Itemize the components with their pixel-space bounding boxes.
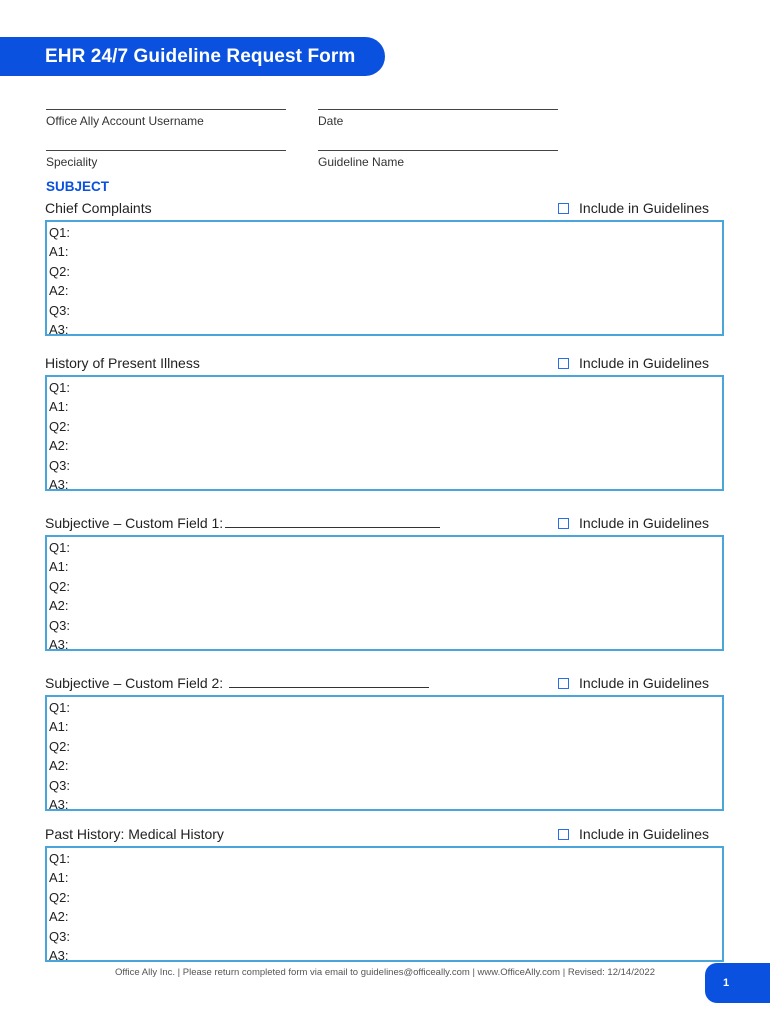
include-option[interactable] xyxy=(558,675,709,691)
section-header xyxy=(45,355,724,373)
qa-row-q2: Q2: xyxy=(49,418,70,434)
qa-row-q3: Q3: xyxy=(49,928,70,944)
include-label: Include in Guidelines xyxy=(579,675,709,691)
qa-row-a1: A1: xyxy=(49,399,69,415)
qa-row-a1: A1: xyxy=(49,870,69,886)
include-option[interactable] xyxy=(558,355,709,371)
qa-row-a2: A2: xyxy=(49,438,69,454)
custom-field-1-input[interactable] xyxy=(225,527,440,528)
speciality-field[interactable] xyxy=(46,150,286,169)
section-header xyxy=(45,675,724,693)
section-header xyxy=(45,515,724,533)
subject-heading: SUBJECT xyxy=(46,179,110,194)
section-title: Chief Complaints xyxy=(45,200,152,216)
speciality-label: Speciality xyxy=(46,155,98,169)
date-field[interactable] xyxy=(318,109,558,128)
footer-text: Office Ally Inc. | Please return completed form via email to guidelines@officeally.com | www.OfficeAlly.com | Revised: 12/14/2022 xyxy=(115,967,655,978)
section-past-medical-history xyxy=(45,826,724,962)
qa-row-q2: Q2: xyxy=(49,889,70,905)
include-label: Include in Guidelines xyxy=(579,826,709,842)
guideline-name-field[interactable] xyxy=(318,150,558,169)
qa-row-a2: A2: xyxy=(49,909,69,925)
date-line[interactable] xyxy=(318,109,558,110)
qa-row-q3: Q3: xyxy=(49,617,70,633)
include-checkbox[interactable] xyxy=(558,358,569,369)
section-header xyxy=(45,826,724,844)
guideline-name-line[interactable] xyxy=(318,150,558,151)
qa-row-a2: A2: xyxy=(49,283,69,299)
section-title: History of Present Illness xyxy=(45,355,200,371)
qa-row-q2: Q2: xyxy=(49,738,70,754)
qa-row-q2: Q2: xyxy=(49,578,70,594)
qa-row-a1: A1: xyxy=(49,244,69,260)
include-checkbox[interactable] xyxy=(558,203,569,214)
section-title xyxy=(45,515,440,531)
include-option[interactable] xyxy=(558,826,709,842)
qa-box[interactable] xyxy=(45,220,724,336)
header-banner xyxy=(0,37,385,76)
qa-row-a1: A1: xyxy=(49,559,69,575)
qa-row-a3: A3: xyxy=(49,636,69,652)
username-label: Office Ally Account Username xyxy=(46,114,204,128)
speciality-line[interactable] xyxy=(46,150,286,151)
qa-row-q3: Q3: xyxy=(49,777,70,793)
qa-row-q1: Q1: xyxy=(49,540,70,555)
username-line[interactable] xyxy=(46,109,286,110)
section-custom-field-1 xyxy=(45,515,724,651)
qa-box[interactable] xyxy=(45,375,724,491)
section-chief-complaints xyxy=(45,200,724,336)
username-field[interactable] xyxy=(46,109,286,128)
qa-row-q3: Q3: xyxy=(49,302,70,318)
include-checkbox[interactable] xyxy=(558,678,569,689)
qa-row-a3: A3: xyxy=(49,796,69,812)
qa-row-a3: A3: xyxy=(49,947,69,963)
page-number: 1 xyxy=(723,977,730,989)
custom-field-2-input[interactable] xyxy=(229,687,429,688)
section-header xyxy=(45,200,724,218)
qa-box[interactable] xyxy=(45,695,724,811)
qa-row-q1: Q1: xyxy=(49,225,70,240)
qa-row-a2: A2: xyxy=(49,758,69,774)
section-custom-field-2 xyxy=(45,675,724,811)
qa-row-a2: A2: xyxy=(49,598,69,614)
include-checkbox[interactable] xyxy=(558,829,569,840)
guideline-name-label: Guideline Name xyxy=(318,155,405,169)
qa-row-a3: A3: xyxy=(49,476,69,492)
include-label: Include in Guidelines xyxy=(579,515,709,531)
qa-row-a1: A1: xyxy=(49,719,69,735)
section-title-text: Subjective – Custom Field 2: xyxy=(45,675,224,691)
include-label: Include in Guidelines xyxy=(579,200,709,216)
include-option[interactable] xyxy=(558,515,709,531)
page-number-tab xyxy=(705,963,770,1003)
qa-row-q1: Q1: xyxy=(49,851,70,866)
section-title: Past History: Medical History xyxy=(45,826,224,842)
include-option[interactable] xyxy=(558,200,709,216)
qa-row-a3: A3: xyxy=(49,321,69,337)
include-checkbox[interactable] xyxy=(558,518,569,529)
section-title-text: Subjective – Custom Field 1: xyxy=(45,515,224,531)
qa-row-q2: Q2: xyxy=(49,263,70,279)
section-title xyxy=(45,675,429,691)
qa-box[interactable] xyxy=(45,535,724,651)
form-title: EHR 24/7 Guideline Request Form xyxy=(45,45,356,67)
qa-row-q1: Q1: xyxy=(49,380,70,395)
date-label: Date xyxy=(318,114,344,128)
section-history-present-illness xyxy=(45,355,724,491)
qa-row-q3: Q3: xyxy=(49,457,70,473)
qa-box[interactable] xyxy=(45,846,724,962)
qa-row-q1: Q1: xyxy=(49,700,70,715)
include-label: Include in Guidelines xyxy=(579,355,709,371)
